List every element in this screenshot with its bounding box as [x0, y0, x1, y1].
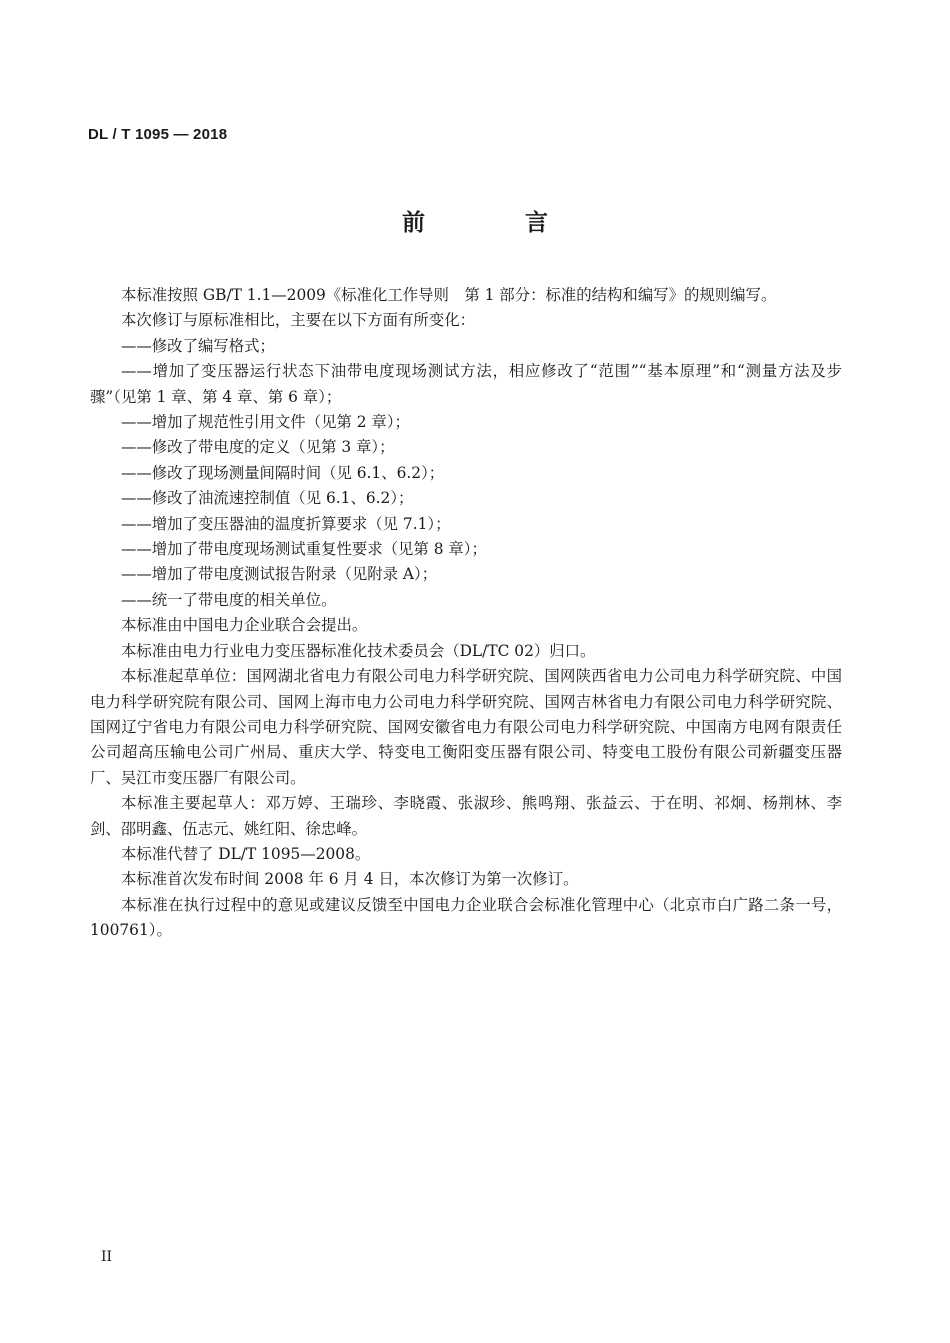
paragraph: ——增加了变压器运行状态下油带电度现场测试方法，相应修改了“范围”“基本原理”和“测量方法及步骤”（见第 1 章、第 4 章、第 6 章）；	[90, 362, 842, 406]
paragraph: 本标准起草单位：国网湖北省电力有限公司电力科学研究院、国网陕西省电力公司电力科学研究院、中国电力科学研究院有限公司、国网上海市电力公司电力科学研究院、国网吉林省电力有限公司电力科学研究院、国网辽宁省电力有限公司电力科学研究院、国网安徽省电力有限公司电力科学研究院、中国南方电网有限责任公司超高压输电公司广州局、重庆大学、特变电工衡阳变压器有限公司、特变电工股份有限公司新疆变压器厂、吴江市变压器厂有限公司。	[90, 667, 842, 787]
paragraph: 本标准由中国电力企业联合会提出。	[121, 616, 368, 635]
paragraph: ——增加了规范性引用文件（见第 2 章）；	[121, 413, 410, 432]
paragraph: ——修改了带电度的定义（见第 3 章）；	[121, 438, 395, 457]
paragraph: 本标准由电力行业电力变压器标准化技术委员会（DL/TC 02）归口。	[121, 641, 596, 660]
paragraph: ——修改了编写格式；	[121, 336, 275, 355]
paragraph: 本标准首次发布时间 2008 年 6 月 4 日，本次修订为第一次修订。	[121, 870, 579, 889]
paragraph: 本标准按照 GB/T 1.1—2009《标准化工作导则 第 1 部分：标准的结构和编写》的规则编写。	[121, 286, 777, 304]
document-code: DL / T 1095 — 2018	[88, 126, 228, 143]
paragraph: 本标准主要起草人：邓万婷、王瑞珍、李晓霞、张淑珍、熊鸣翔、张益云、于在明、祁炯、杨荆林、李剑、邵明鑫、伍志元、姚红阳、徐忠峰。	[90, 794, 842, 838]
foreword-body	[90, 283, 842, 944]
paragraph: ——增加了变压器油的温度折算要求（见 7.1）；	[121, 514, 451, 533]
paragraph: ——修改了现场测量间隔时间（见 6.1、6.2）；	[121, 463, 445, 482]
paragraph: 本标准在执行过程中的意见或建议反馈至中国电力企业联合会标准化管理中心（北京市白广路二条一号，100761）。	[90, 895, 842, 940]
paragraph: ——统一了带电度的相关单位。	[121, 590, 337, 609]
paragraph: ——修改了油流速控制值（见 6.1、6.2）；	[121, 489, 414, 508]
page-title: 前 言	[401, 209, 594, 236]
paragraph: ——增加了带电度现场测试重复性要求（见第 8 章）；	[121, 540, 487, 559]
paragraph: 本次修订与原标准相比，主要在以下方面有所变化：	[121, 311, 475, 330]
page-number: II	[101, 1249, 113, 1265]
paragraph: 本标准代替了 DL/T 1095—2008。	[121, 844, 371, 863]
paragraph: ——增加了带电度测试报告附录（见附录 A）；	[121, 565, 438, 584]
